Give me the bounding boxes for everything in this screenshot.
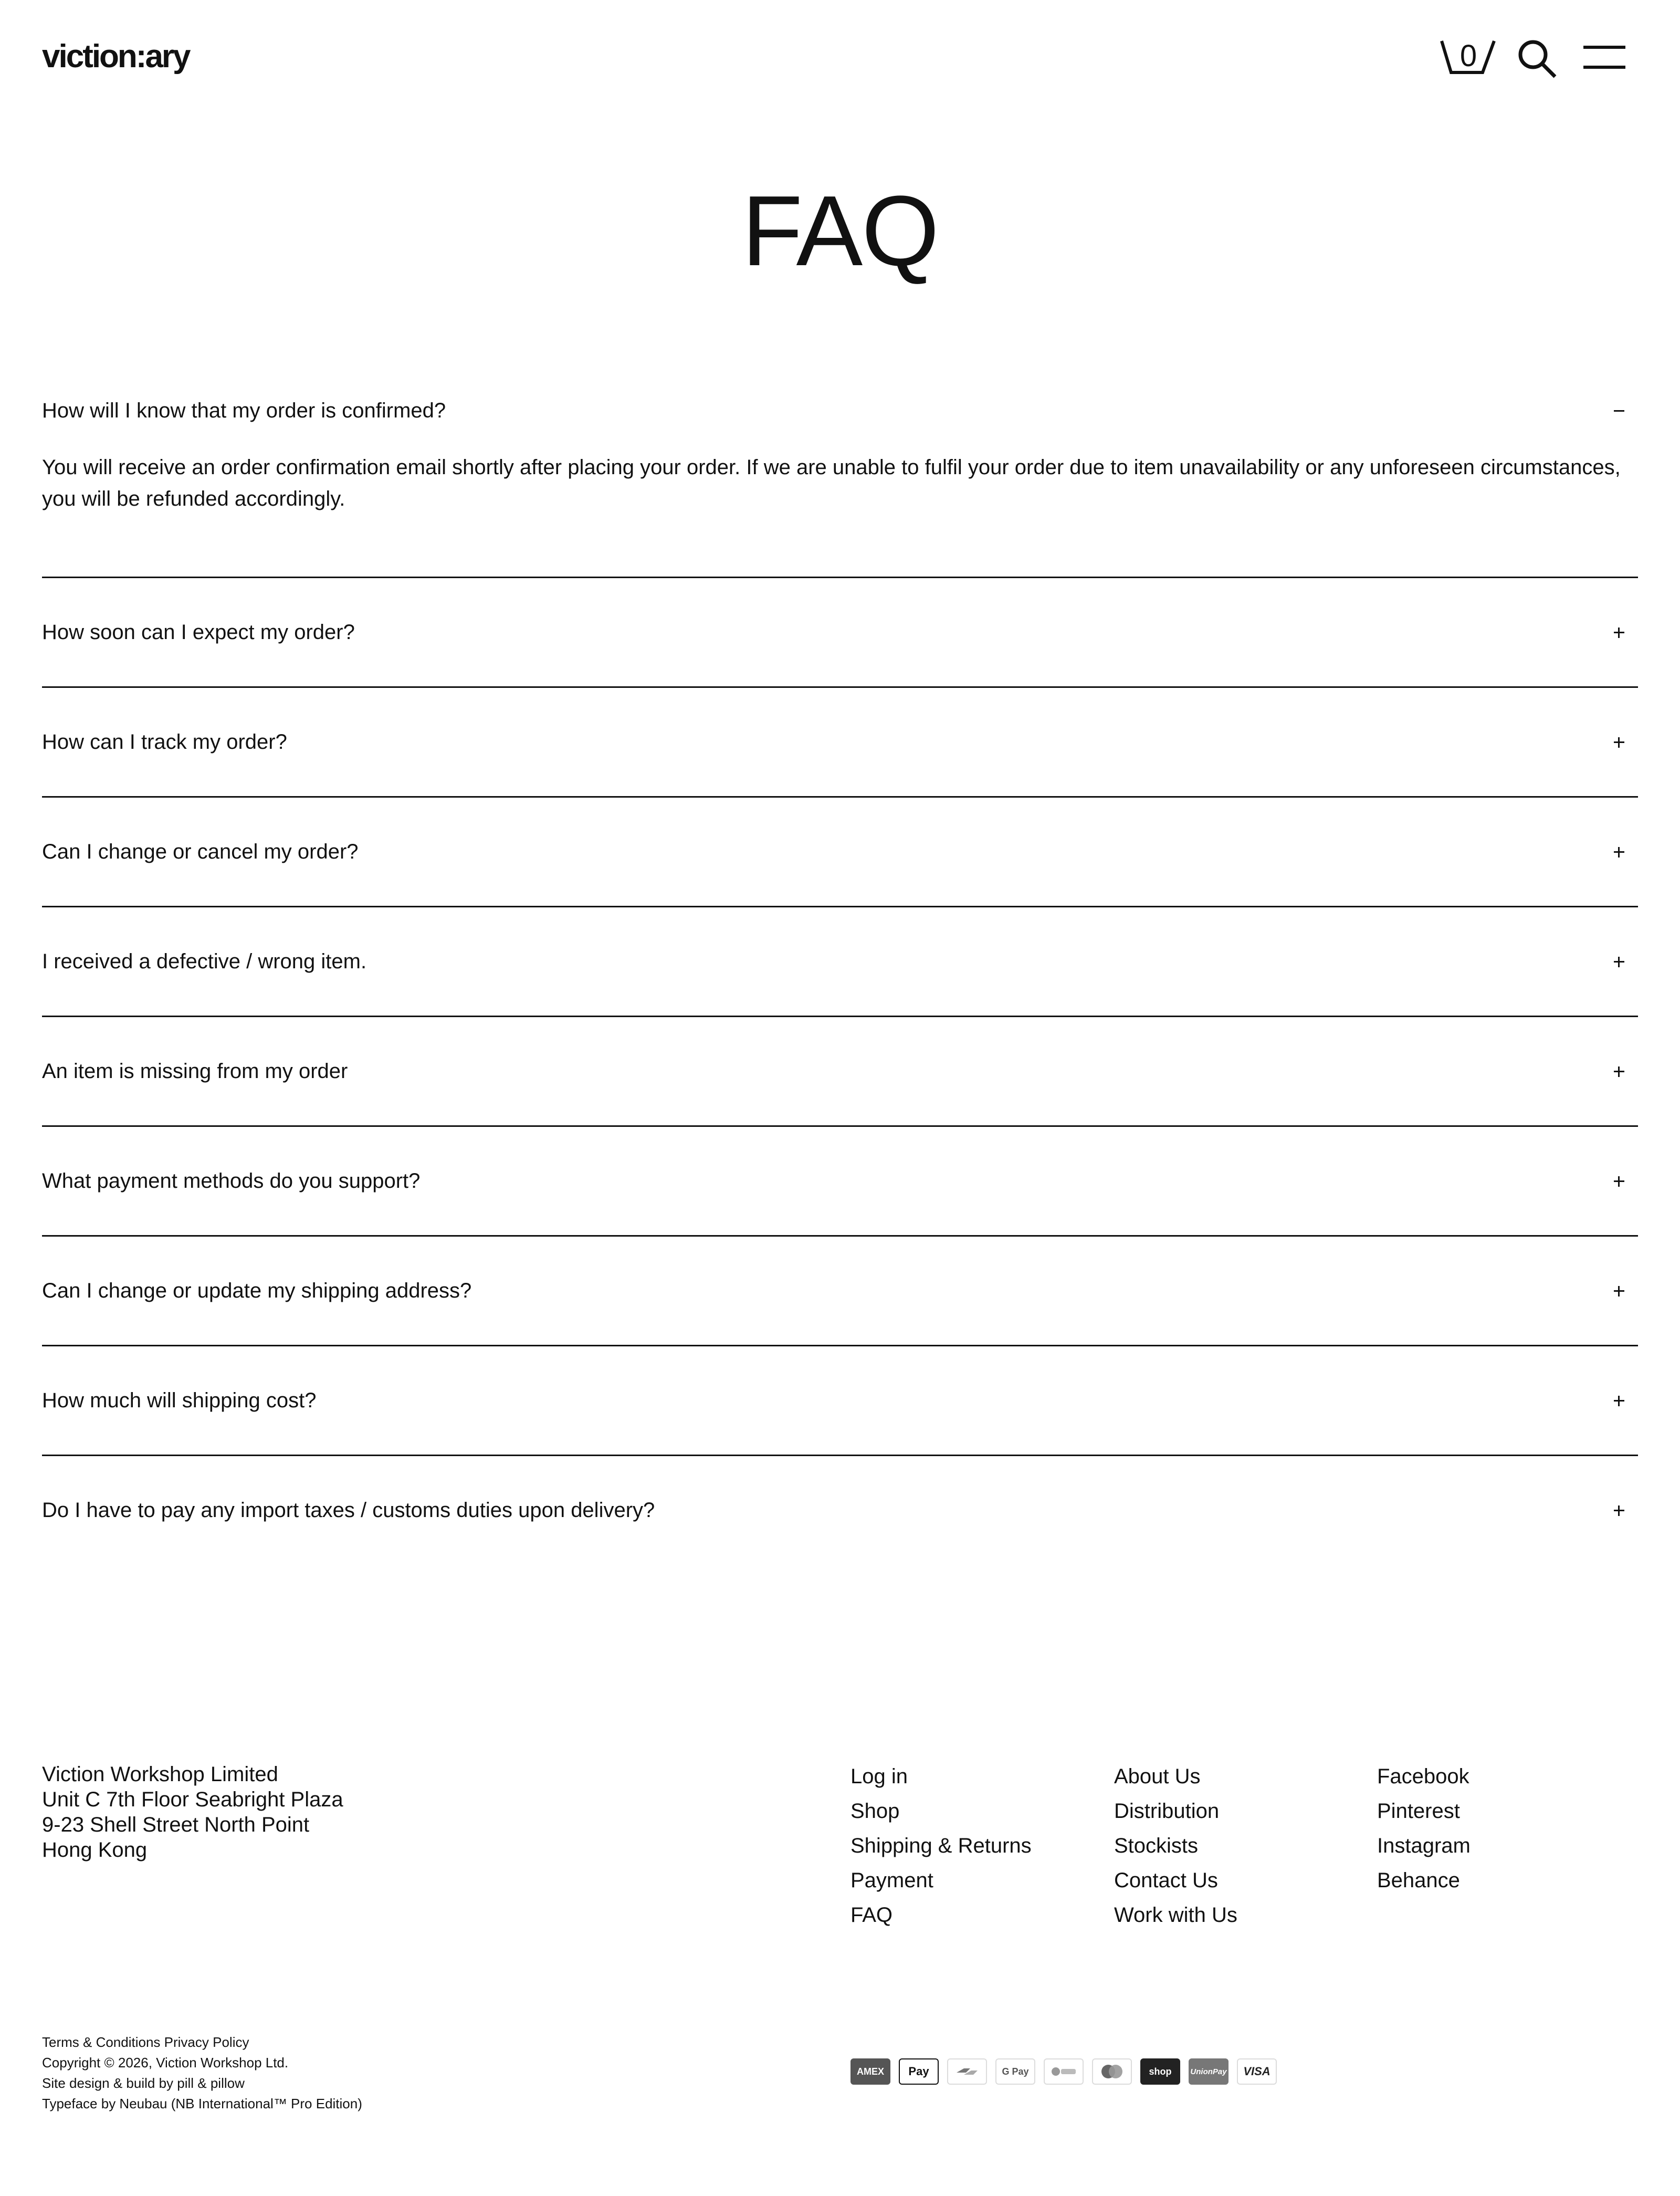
faq-question: How will I know that my order is confirmed? (42, 399, 446, 422)
cart-button[interactable] (1440, 37, 1497, 77)
search-icon (1516, 38, 1558, 80)
typeface-credit: Typeface by Neubau (NB International™ Pro Edition) (42, 2096, 362, 2111)
faq-question-button[interactable] (42, 798, 1638, 906)
plus-icon[interactable] (1606, 1390, 1628, 1411)
faq-question: An item is missing from my order (42, 1060, 348, 1083)
faq-item (42, 798, 1638, 907)
faq-question: Can I change or update my shipping address? (42, 1279, 472, 1302)
footer-link-behance[interactable]: Behance (1377, 1869, 1460, 1892)
terms-link[interactable]: Terms & Conditions (42, 2034, 161, 2050)
faq-question: How can I track my order? (42, 730, 287, 754)
faq-question-button[interactable] (42, 907, 1638, 1016)
footer-link-login[interactable]: Log in (850, 1765, 908, 1788)
faq-question-button[interactable] (42, 1237, 1638, 1345)
footer-link-faq[interactable]: FAQ (850, 1904, 893, 1927)
bancontact-icon (947, 2058, 987, 2085)
faq-item (42, 1346, 1638, 1456)
footer-link-work-with-us[interactable]: Work with Us (1114, 1904, 1237, 1927)
faq-item (42, 1017, 1638, 1127)
footer-nav-company (1114, 1759, 1237, 1932)
address-line: 9-23 Shell Street North Point (42, 1813, 310, 1836)
footer-link-shipping-returns[interactable]: Shipping & Returns (850, 1834, 1032, 1857)
footer-link-payment[interactable]: Payment (850, 1869, 933, 1892)
address-line: Unit C 7th Floor Seabright Plaza (42, 1788, 343, 1811)
faq-question-button[interactable] (42, 1127, 1638, 1235)
footer-link-about[interactable]: About Us (1114, 1765, 1201, 1788)
american-express-icon: AMEX (850, 2058, 890, 2085)
plus-icon[interactable] (1606, 841, 1628, 862)
footer-legal (42, 2032, 362, 2114)
page-title: FAQ (741, 175, 939, 287)
plus-icon[interactable] (1606, 622, 1628, 643)
plus-icon[interactable] (1606, 1061, 1628, 1082)
unionpay-icon: UnionPay (1189, 2058, 1228, 2085)
shop-pay-icon: shop (1140, 2058, 1180, 2085)
site-header (0, 0, 1680, 116)
faq-question-button[interactable] (42, 1017, 1638, 1125)
footer-link-shop[interactable]: Shop (850, 1800, 900, 1823)
faq-question: How soon can I expect my order? (42, 621, 355, 644)
plus-icon[interactable] (1606, 1500, 1628, 1521)
privacy-link[interactable]: Privacy Policy (164, 2034, 249, 2050)
footer-link-stockists[interactable]: Stockists (1114, 1834, 1199, 1857)
footer-nav-social (1377, 1759, 1471, 1898)
faq-question: How much will shipping cost? (42, 1389, 317, 1412)
search-button[interactable] (1516, 38, 1558, 80)
menu-button[interactable] (1581, 43, 1628, 75)
plus-icon[interactable] (1606, 731, 1628, 752)
address-line: Hong Kong (42, 1838, 148, 1862)
wechat-pay-icon (1044, 2058, 1084, 2085)
faq-question-button[interactable] (42, 688, 1638, 796)
faq-question: Do I have to pay any import taxes / customs duties upon delivery? (42, 1499, 655, 1522)
faq-item (42, 1127, 1638, 1237)
faq-question-button[interactable] (42, 1346, 1638, 1455)
plus-icon[interactable] (1606, 951, 1628, 972)
faq-item (42, 1456, 1638, 1564)
mastercard-icon (1092, 2058, 1132, 2085)
site-logo[interactable]: viction:ary (42, 38, 190, 75)
visa-icon: VISA (1237, 2058, 1277, 2085)
footer-link-facebook[interactable]: Facebook (1377, 1765, 1469, 1788)
faq-question-button[interactable] (42, 1456, 1638, 1564)
faq-accordion (42, 368, 1638, 1564)
plus-icon[interactable] (1606, 1170, 1628, 1191)
cart-count: 0 (1460, 39, 1477, 73)
footer-link-pinterest[interactable]: Pinterest (1377, 1800, 1460, 1823)
footer-link-distribution[interactable]: Distribution (1114, 1800, 1220, 1823)
minus-icon[interactable] (1606, 400, 1628, 421)
plus-icon[interactable] (1606, 1280, 1628, 1301)
google-pay-icon: G Pay (995, 2058, 1035, 2085)
hamburger-icon (1581, 43, 1628, 75)
faq-item (42, 907, 1638, 1017)
faq-question: I received a defective / wrong item. (42, 950, 367, 973)
footer-link-instagram[interactable]: Instagram (1377, 1834, 1471, 1857)
faq-item (42, 1237, 1638, 1346)
address-line: Viction Workshop Limited (42, 1763, 278, 1786)
footer-address (42, 1762, 343, 1863)
faq-question: What payment methods do you support? (42, 1169, 421, 1193)
faq-question-button[interactable] (42, 578, 1638, 686)
faq-answer: You will receive an order confirmation email shortly after placing your order. If we are unable to fulfil your order due to item unavailability or any unforeseen circumstances, you will be refunded accordingly. (42, 456, 1621, 510)
footer-link-contact[interactable]: Contact Us (1114, 1869, 1218, 1892)
faq-question: Can I change or cancel my order? (42, 840, 359, 863)
site-credit: Site design & build by pill & pillow (42, 2075, 245, 2091)
faq-item (42, 688, 1638, 798)
faq-item (42, 578, 1638, 688)
faq-item (42, 368, 1638, 578)
copyright-text: Copyright © 2026, Viction Workshop Ltd. (42, 2055, 289, 2070)
footer-nav-account (850, 1759, 1032, 1932)
apple-pay-icon: Pay (899, 2058, 939, 2085)
payment-methods (850, 2058, 1277, 2085)
faq-question-button[interactable] (42, 368, 1638, 452)
